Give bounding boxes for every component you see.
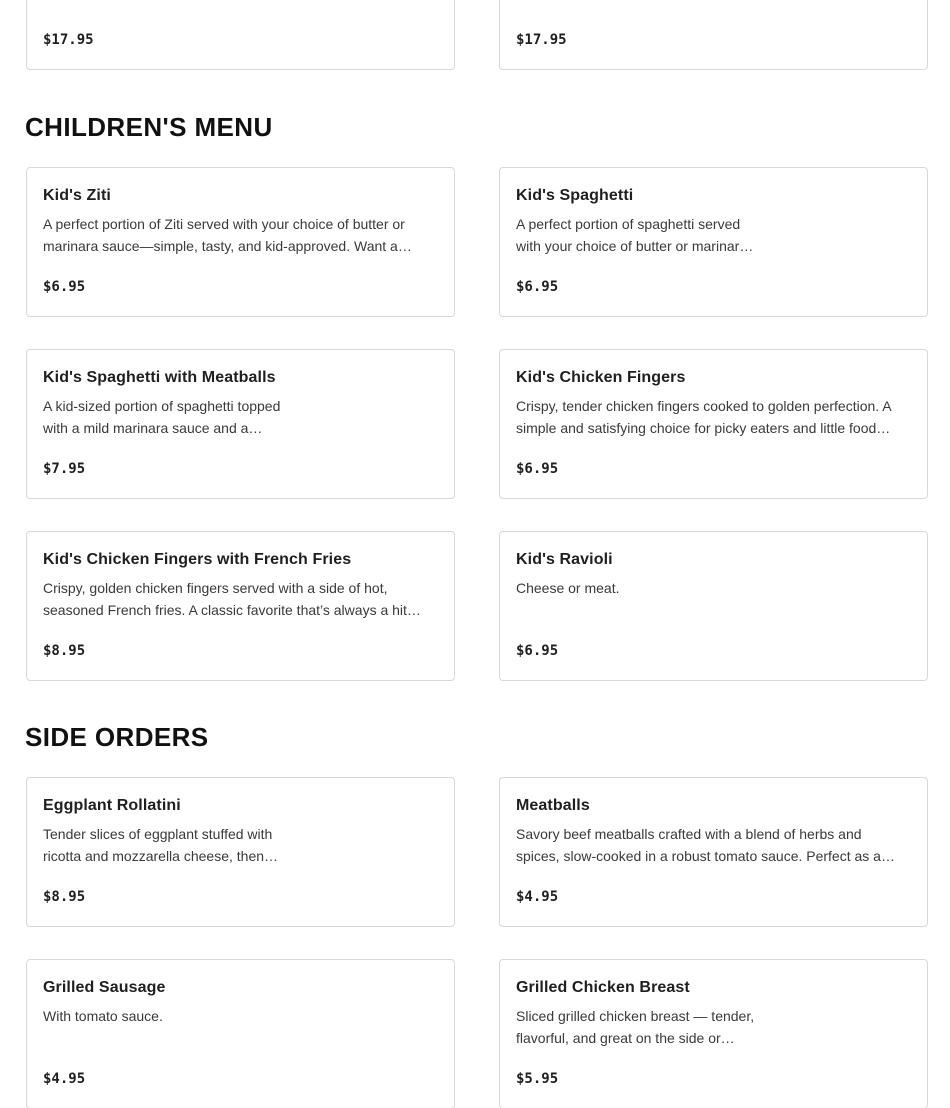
menu-item-description: Crispy, tender chicken fingers cooked to golden perfection. A simple and satisfying choice for picky eaters and little food… bbox=[516, 398, 891, 436]
menu-item-card[interactable] bbox=[499, 777, 928, 927]
menu-item-description: Sliced grilled chicken breast — tender, flavorful, and great on the side or… bbox=[516, 1008, 755, 1046]
menu-item-card[interactable] bbox=[26, 959, 455, 1108]
menu-item-card[interactable] bbox=[499, 959, 928, 1108]
menu-item-card[interactable] bbox=[26, 0, 455, 70]
menu-item-card[interactable] bbox=[26, 349, 455, 499]
menu-item-name: Kid's Chicken Fingers with French Fries bbox=[43, 551, 352, 568]
menu-item-name: Kid's Ziti bbox=[43, 187, 111, 204]
menu-item-name: Kid's Chicken Fingers bbox=[516, 369, 686, 386]
menu-item-price: $6.95 bbox=[516, 643, 559, 659]
menu-item-description: Cheese or meat. bbox=[516, 580, 620, 596]
menu-item-price: $8.95 bbox=[43, 889, 86, 905]
menu-item-price: $5.95 bbox=[516, 1071, 559, 1087]
menu-item-card[interactable] bbox=[499, 349, 928, 499]
menu-item-card[interactable] bbox=[26, 777, 455, 927]
menu-item-price: $6.95 bbox=[516, 279, 559, 295]
menu-item-card[interactable] bbox=[499, 531, 928, 681]
menu-item-description: Savory beef meatballs crafted with a blend of herbs and spices, slow-cooked in a robust tomato sauce. Perfect as a… bbox=[516, 826, 895, 864]
menu-item-description: A perfect portion of spaghetti served with your choice of butter or marinar… bbox=[516, 216, 754, 254]
menu-item-name: Kid's Ravioli bbox=[516, 551, 613, 568]
menu-item-description: Crispy, golden chicken fingers served with a side of hot, seasoned French fries. A classic favorite that’s always a hit… bbox=[43, 580, 421, 618]
menu-item-description: A perfect portion of Ziti served with your choice of butter or marinara sauce—simple, tasty, and kid-approved. Want a… bbox=[43, 216, 412, 254]
menu-item-description: Tender slices of eggplant stuffed with ricotta and mozzarella cheese, then… bbox=[43, 826, 279, 864]
menu-item-price: $4.95 bbox=[43, 1071, 86, 1087]
menu-item-price: $8.95 bbox=[43, 643, 86, 659]
menu-item-card[interactable] bbox=[499, 0, 928, 70]
menu-item-name: Kid's Spaghetti bbox=[516, 187, 634, 204]
menu-item-price: $7.95 bbox=[43, 461, 86, 477]
menu-item-name: Grilled Chicken Breast bbox=[516, 979, 690, 996]
menu-item-description: With tomato sauce. bbox=[43, 1008, 163, 1024]
menu-item-card[interactable] bbox=[26, 167, 455, 317]
menu-item-card[interactable] bbox=[499, 167, 928, 317]
menu-item-name: Meatballs bbox=[516, 797, 590, 814]
menu-item-price: $6.95 bbox=[516, 461, 559, 477]
menu-item-name: Kid's Spaghetti with Meatballs bbox=[43, 369, 276, 386]
menu-item-name: Grilled Sausage bbox=[43, 979, 166, 996]
menu-item-card[interactable] bbox=[26, 531, 455, 681]
menu-item-price: $4.95 bbox=[516, 889, 559, 905]
menu-item-description: A kid-sized portion of spaghetti topped with a mild marinara sauce and a… bbox=[43, 398, 281, 436]
section-heading-children-menu: CHILDREN'S MENU bbox=[25, 112, 273, 142]
section-heading-side-orders: SIDE ORDERS bbox=[25, 722, 209, 752]
menu-item-price: $17.95 bbox=[43, 32, 94, 48]
menu-item-name: Eggplant Rollatini bbox=[43, 797, 181, 814]
menu-item-price: $6.95 bbox=[43, 279, 86, 295]
menu-item-price: $17.95 bbox=[516, 32, 567, 48]
